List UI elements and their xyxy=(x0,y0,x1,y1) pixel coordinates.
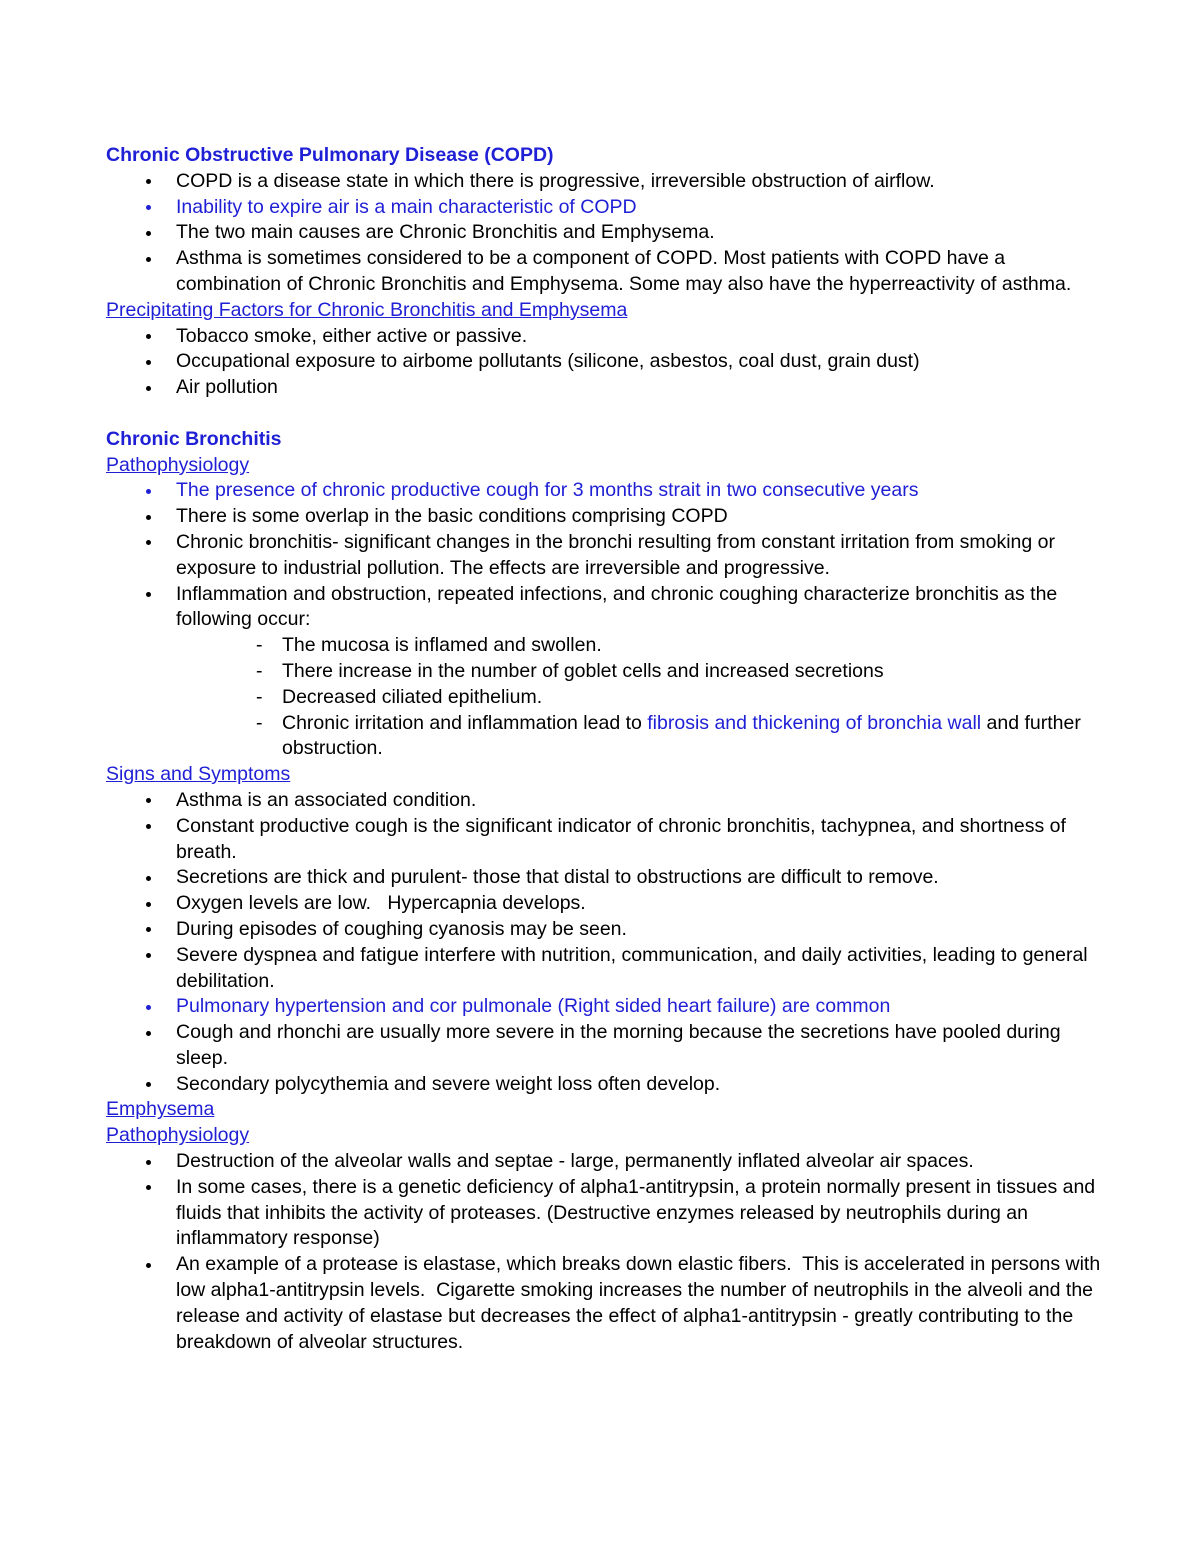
list-item: During episodes of coughing cyanosis may be seen. xyxy=(106,917,1106,943)
chronic-bronchitis-heading: Chronic Bronchitis xyxy=(106,427,282,450)
document-page xyxy=(106,143,1106,1355)
precipitating-factors-heading: Precipitating Factors for Chronic Bronchitis and Emphysema xyxy=(106,298,628,321)
list-item: There is some overlap in the basic conditions comprising COPD xyxy=(106,504,1106,530)
list-item: Severe dyspnea and fatigue interfere with nutrition, communication, and daily activities, leading to general debilitation. xyxy=(106,943,1106,995)
spacer xyxy=(106,401,1106,427)
list-item: Inflammation and obstruction, repeated infections, and chronic coughing characterize bronchitis as the following occur: xyxy=(106,582,1106,634)
list-item: Chronic bronchitis- significant changes in the bronchi resulting from constant irritation from smoking or exposure to industrial pollution. The effects are irreversible and progressive. xyxy=(106,530,1106,582)
list-item: Cough and rhonchi are usually more severe in the morning because the secretions have pooled during sleep. xyxy=(106,1020,1106,1072)
emphysema-list xyxy=(106,1149,1106,1355)
list-item: Occupational exposure to airbome pollutants (silicone, asbestos, coal dust, grain dust) xyxy=(106,349,1106,375)
list-item: Inability to expire air is a main characteristic of COPD xyxy=(106,195,1106,221)
sub-list-item: - Decreased ciliated epithelium. xyxy=(106,685,1106,711)
sub-list-item xyxy=(106,711,1106,763)
copd-list xyxy=(106,169,1106,298)
sub-list-item: - There increase in the number of goblet cells and increased secretions xyxy=(106,659,1106,685)
sub-item-text: Chronic irritation and inflammation lead to xyxy=(282,711,648,734)
list-item: Constant productive cough is the significant indicator of chronic bronchitis, tachypnea, and shortness of breath. xyxy=(106,814,1106,866)
list-item: The two main causes are Chronic Bronchitis and Emphysema. xyxy=(106,220,1106,246)
precipitating-list xyxy=(106,324,1106,401)
copd-heading: Chronic Obstructive Pulmonary Disease (COPD) xyxy=(106,144,554,166)
list-item: Asthma is sometimes considered to be a component of COPD. Most patients with COPD have a combination of Chronic Bronchitis and Emphysema. Some may also have the hyperreactivity of asthma. xyxy=(106,246,1106,298)
highlight-text: fibrosis and thickening of bronchia wall xyxy=(647,711,982,734)
emphysema-pathophysiology-heading: Pathophysiology xyxy=(106,1124,250,1147)
signs-and-symptoms-heading: Signs and Symptoms xyxy=(106,763,291,786)
list-item: Asthma is an associated condition. xyxy=(106,788,1106,814)
list-item: The presence of chronic productive cough for 3 months strait in two consecutive years xyxy=(106,478,1106,504)
list-item: Pulmonary hypertension and cor pulmonale (Right sided heart failure) are common xyxy=(106,994,1106,1020)
list-item: Air pollution xyxy=(106,375,1106,401)
signs-list xyxy=(106,788,1106,1098)
bronchitis-pathophysiology-list xyxy=(106,478,1106,633)
list-item: In some cases, there is a genetic deficiency of alpha1-antitrypsin, a protein normally present in tissues and fluids that inhibits the activity of proteases. (Destructive enzymes released by neutrophils during an inflammatory response) xyxy=(106,1175,1106,1252)
sub-item-text: and further obstruction. xyxy=(282,711,1081,760)
list-item: Destruction of the alveolar walls and septae - large, permanently inflated alveolar air spaces. xyxy=(106,1149,1106,1175)
list-item: Secretions are thick and purulent- those that distal to obstructions are difficult to remove. xyxy=(106,865,1106,891)
list-item: Secondary polycythemia and severe weight loss often develop. xyxy=(106,1072,1106,1098)
list-item: COPD is a disease state in which there is progressive, irreversible obstruction of airflow. xyxy=(106,169,1106,195)
emphysema-heading: Emphysema xyxy=(106,1098,215,1121)
bronchitis-pathophysiology-heading: Pathophysiology xyxy=(106,453,250,476)
list-item: An example of a protease is elastase, which breaks down elastic fibers. This is accelerated in persons with low alpha1-antitrypsin levels. Cigarette smoking increases the number of neutrophils in the alveoli and the release and activity of elastase but decreases the effect of alpha1-antitrypsin - greatly contributing to the breakdown of alveolar structures. xyxy=(106,1252,1106,1355)
list-item: Oxygen levels are low. Hypercapnia develops. xyxy=(106,891,1106,917)
list-item: Tobacco smoke, either active or passive. xyxy=(106,324,1106,350)
bronchitis-sub-list xyxy=(106,633,1106,762)
sub-list-item: - The mucosa is inflamed and swollen. xyxy=(106,633,1106,659)
